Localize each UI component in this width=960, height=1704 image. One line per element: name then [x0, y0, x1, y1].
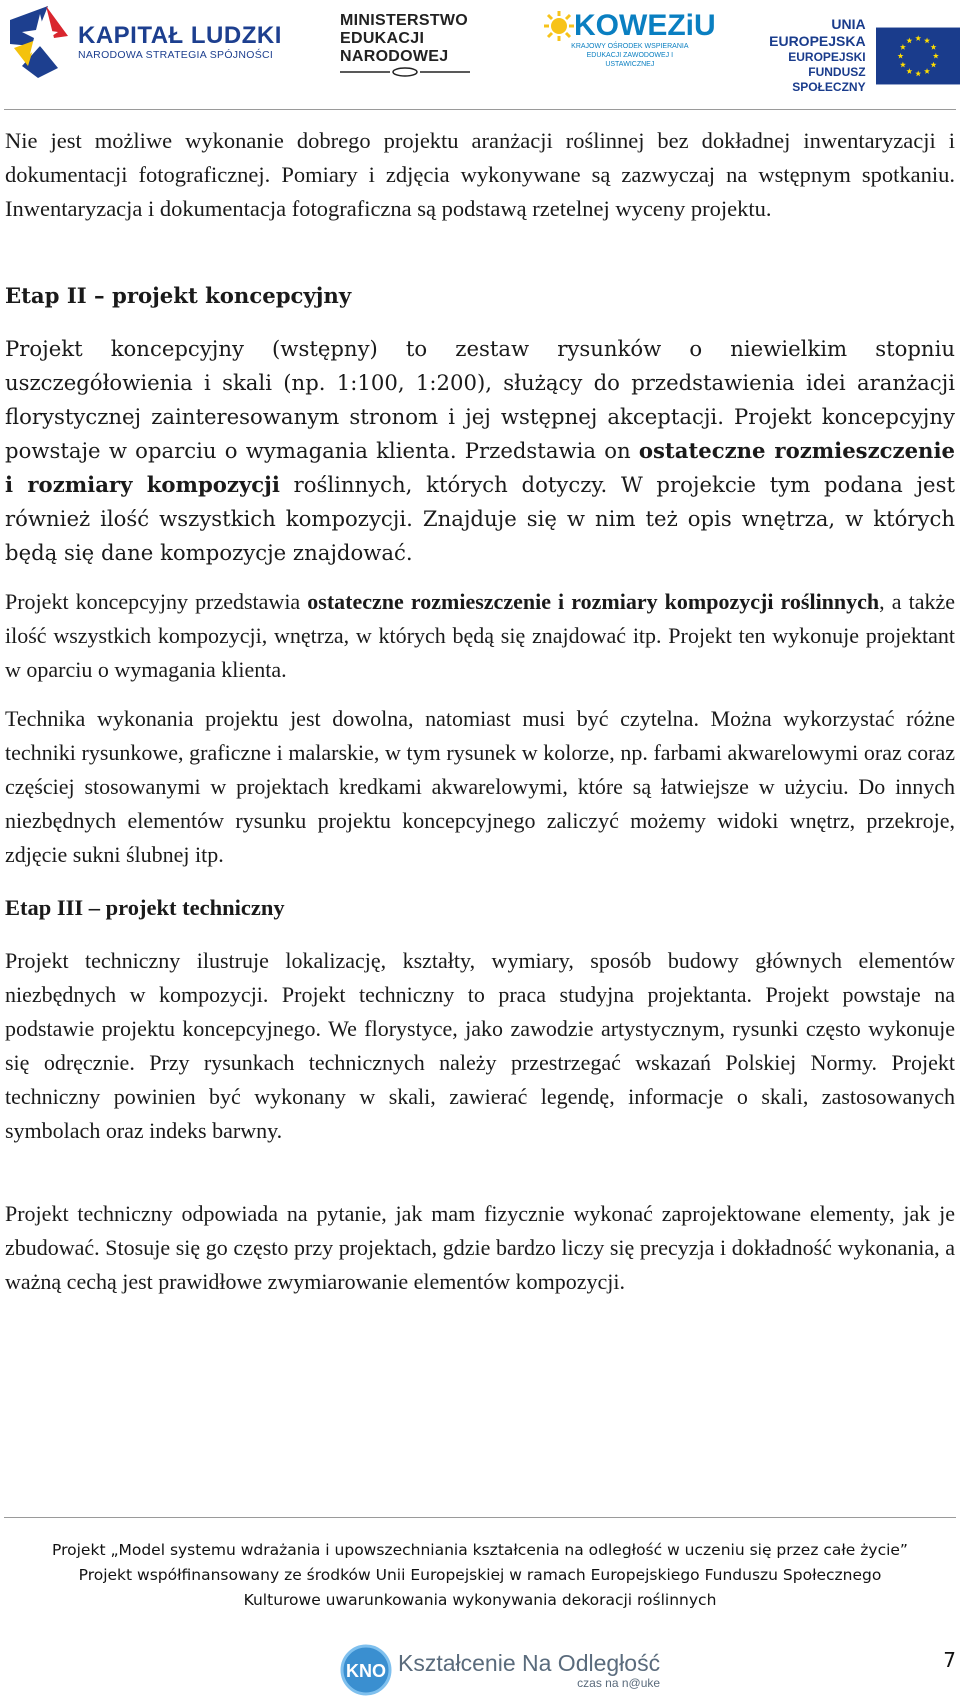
paragraph-inventory: Nie jest możliwe wykonanie dobrego projektu aranżacji roślinnej bez dokładnej inwentaryzacji i dokumentacji fotograficznej. Pomiary i zdjęcia wykonywane są zazwyczaj na wstępnym spotkaniu. Inwentaryzacja i dokumentacja fotograficzna są podstawą rzetelnej wyceny projektu. — [5, 128, 955, 221]
kapital-ludzki-logo — [10, 6, 282, 78]
page-number: 7 — [943, 1648, 956, 1672]
presents-text-c: , a także ilość wszystkich kompozycji, wnętrza, w których będą się znajdować itp. Projekt ten wykonuje projektant w oparciu o wymagania klienta. — [5, 589, 956, 682]
concept-text-bold: ostateczne rozmieszczenie i rozmiary kompozycji — [5, 438, 955, 497]
footer-divider — [4, 1517, 956, 1518]
header-divider — [4, 109, 956, 110]
unia-europejska-logo — [734, 16, 960, 95]
kapital-ludzki-title: KAPITAŁ LUDZKI — [78, 22, 282, 49]
page-header — [0, 0, 960, 100]
presents-text-bold: ostateczne rozmieszczenie i rozmiary kompozycji roślinnych — [307, 589, 880, 614]
concept-text-c: roślinnych, których dotyczy. W projekcie tym podana jest również ilość wszystkich kompozycji. Znajduje się w nim też opis wnętrza, w których będą się dane kompozycje znajdować. — [5, 472, 955, 565]
ministerstwo-line2: EDUKACJI — [340, 30, 425, 47]
ministerstwo-logo — [340, 12, 470, 78]
kno-globe-icon — [340, 1644, 392, 1696]
koweziu-sun-icon — [544, 11, 574, 41]
paragraph-technical-answer: Projekt techniczny odpowiada na pytanie, jak mam fizycznie wykonać zaprojektowane elementy, jak je zbudować. Stosuje się go często przy projektach, gdzie bardzo liczy się precyzja i dokładność wykonania, a ważną cechą jest prawidłowe zwymiarowanie elementów kompozycji. — [5, 1201, 955, 1294]
presents-text-a: Projekt koncepcyjny przedstawia — [5, 589, 308, 614]
concept-text-a: Projekt koncepcyjny (wstępny) to zestaw rysunków o niewielkim stopniu uszczegółowienia i skali (np. 1:100, 1:200), służący do przedstawienia idei aranżacji florystycznej zainteresowanym stronom i jej wstępnej akceptacji. Projekt koncepcyjny powstaje w oparciu o wymagania klienta. Przedstawia on — [5, 336, 955, 463]
footer-project-title: Projekt „Model systemu wdrażania i upowszechniania kształcenia na odległość w uczeniu się przez całe życie” — [52, 1541, 908, 1559]
paragraph-technique: Technika wykonania projektu jest dowolna, natomiast musi być czytelna. Można wykorzystać różne techniki rysunkowe, graficzne i malarskie, w tym rysunek w kolorze, np. farbami akwarelowymi oraz coraz częściej stosowanymi w projektach kredkami akwarelowymi, które są łatwiejsze w użyciu. Do innych niezbędnych elementów rysunku projektu koncepcyjnego zaliczyć możemy widoki wnętrz, przekroje, zdjęcie sukni ślubnej itp. — [5, 706, 955, 867]
ksztalcenie-na-odleglosc-logo — [340, 1644, 660, 1696]
kno-logo-text: Kształcenie Na Odległość — [398, 1650, 661, 1676]
ue-line2: EUROPEJSKI — [788, 50, 866, 64]
kno-logo-tagline: czas na n@uke — [577, 1676, 661, 1690]
kapital-ludzki-star-icon — [10, 6, 70, 78]
svg-text:KNO: KNO — [346, 1661, 386, 1681]
footer-document-title: Kulturowe uwarunkowania wykonywania dekoracji roślinnych — [243, 1591, 717, 1609]
koweziu-brand: KOWEZiU — [574, 9, 716, 42]
eagle-emblem-icon — [340, 66, 470, 78]
ue-line1: UNIA EUROPEJSKA — [769, 16, 866, 49]
footer-cofinancing: Projekt współfinansowany ze środków Unii Europejskiej w ramach Europejskiego Funduszu Społecznego — [78, 1566, 882, 1584]
koweziu-subtitle: KRAJOWY OŚRODEK WSPIERANIA EDUKACJI ZAWODOWEJ I USTAWICZNEJ — [571, 43, 689, 68]
page-footer — [0, 1538, 960, 1613]
ministerstwo-line3: NARODOWEJ — [340, 48, 449, 65]
paragraph-concept-presents — [5, 585, 955, 687]
heading-etap-ii: Etap II – projekt koncepcyjny — [5, 283, 352, 308]
page-content — [5, 124, 955, 1299]
kapital-ludzki-subtitle: NARODOWA STRATEGIA SPÓJNOŚCI — [78, 49, 274, 61]
koweziu-logo — [544, 10, 716, 69]
paragraph-concept-definition — [5, 332, 955, 570]
heading-etap-iii: Etap III – projekt techniczny — [5, 895, 285, 920]
ue-line3: FUNDUSZ SPOŁECZNY — [792, 65, 866, 94]
paragraph-technical-project: Projekt techniczny ilustruje lokalizację, kształty, wymiary, sposób budowy głównych elementów niezbędnych w kompozycji. Projekt techniczny to praca studyjna projektanta. Projekt powstaje na podstawie projektu koncepcyjnego. We florystyce, jako zawodzie artystycznym, rysunki często wykonuje się odręcznie. Przy rysunkach technicznych należy przestrzegać wskazań Polskiej Normy. Projekt techniczny powinien być wykonany w skali, zawierać legendę, informacje o skali, zastosowanych symbolach oraz indeks barwny. — [5, 948, 955, 1143]
ministerstwo-line1: MINISTERSTWO — [340, 12, 469, 29]
eu-flag-icon — [876, 27, 960, 85]
